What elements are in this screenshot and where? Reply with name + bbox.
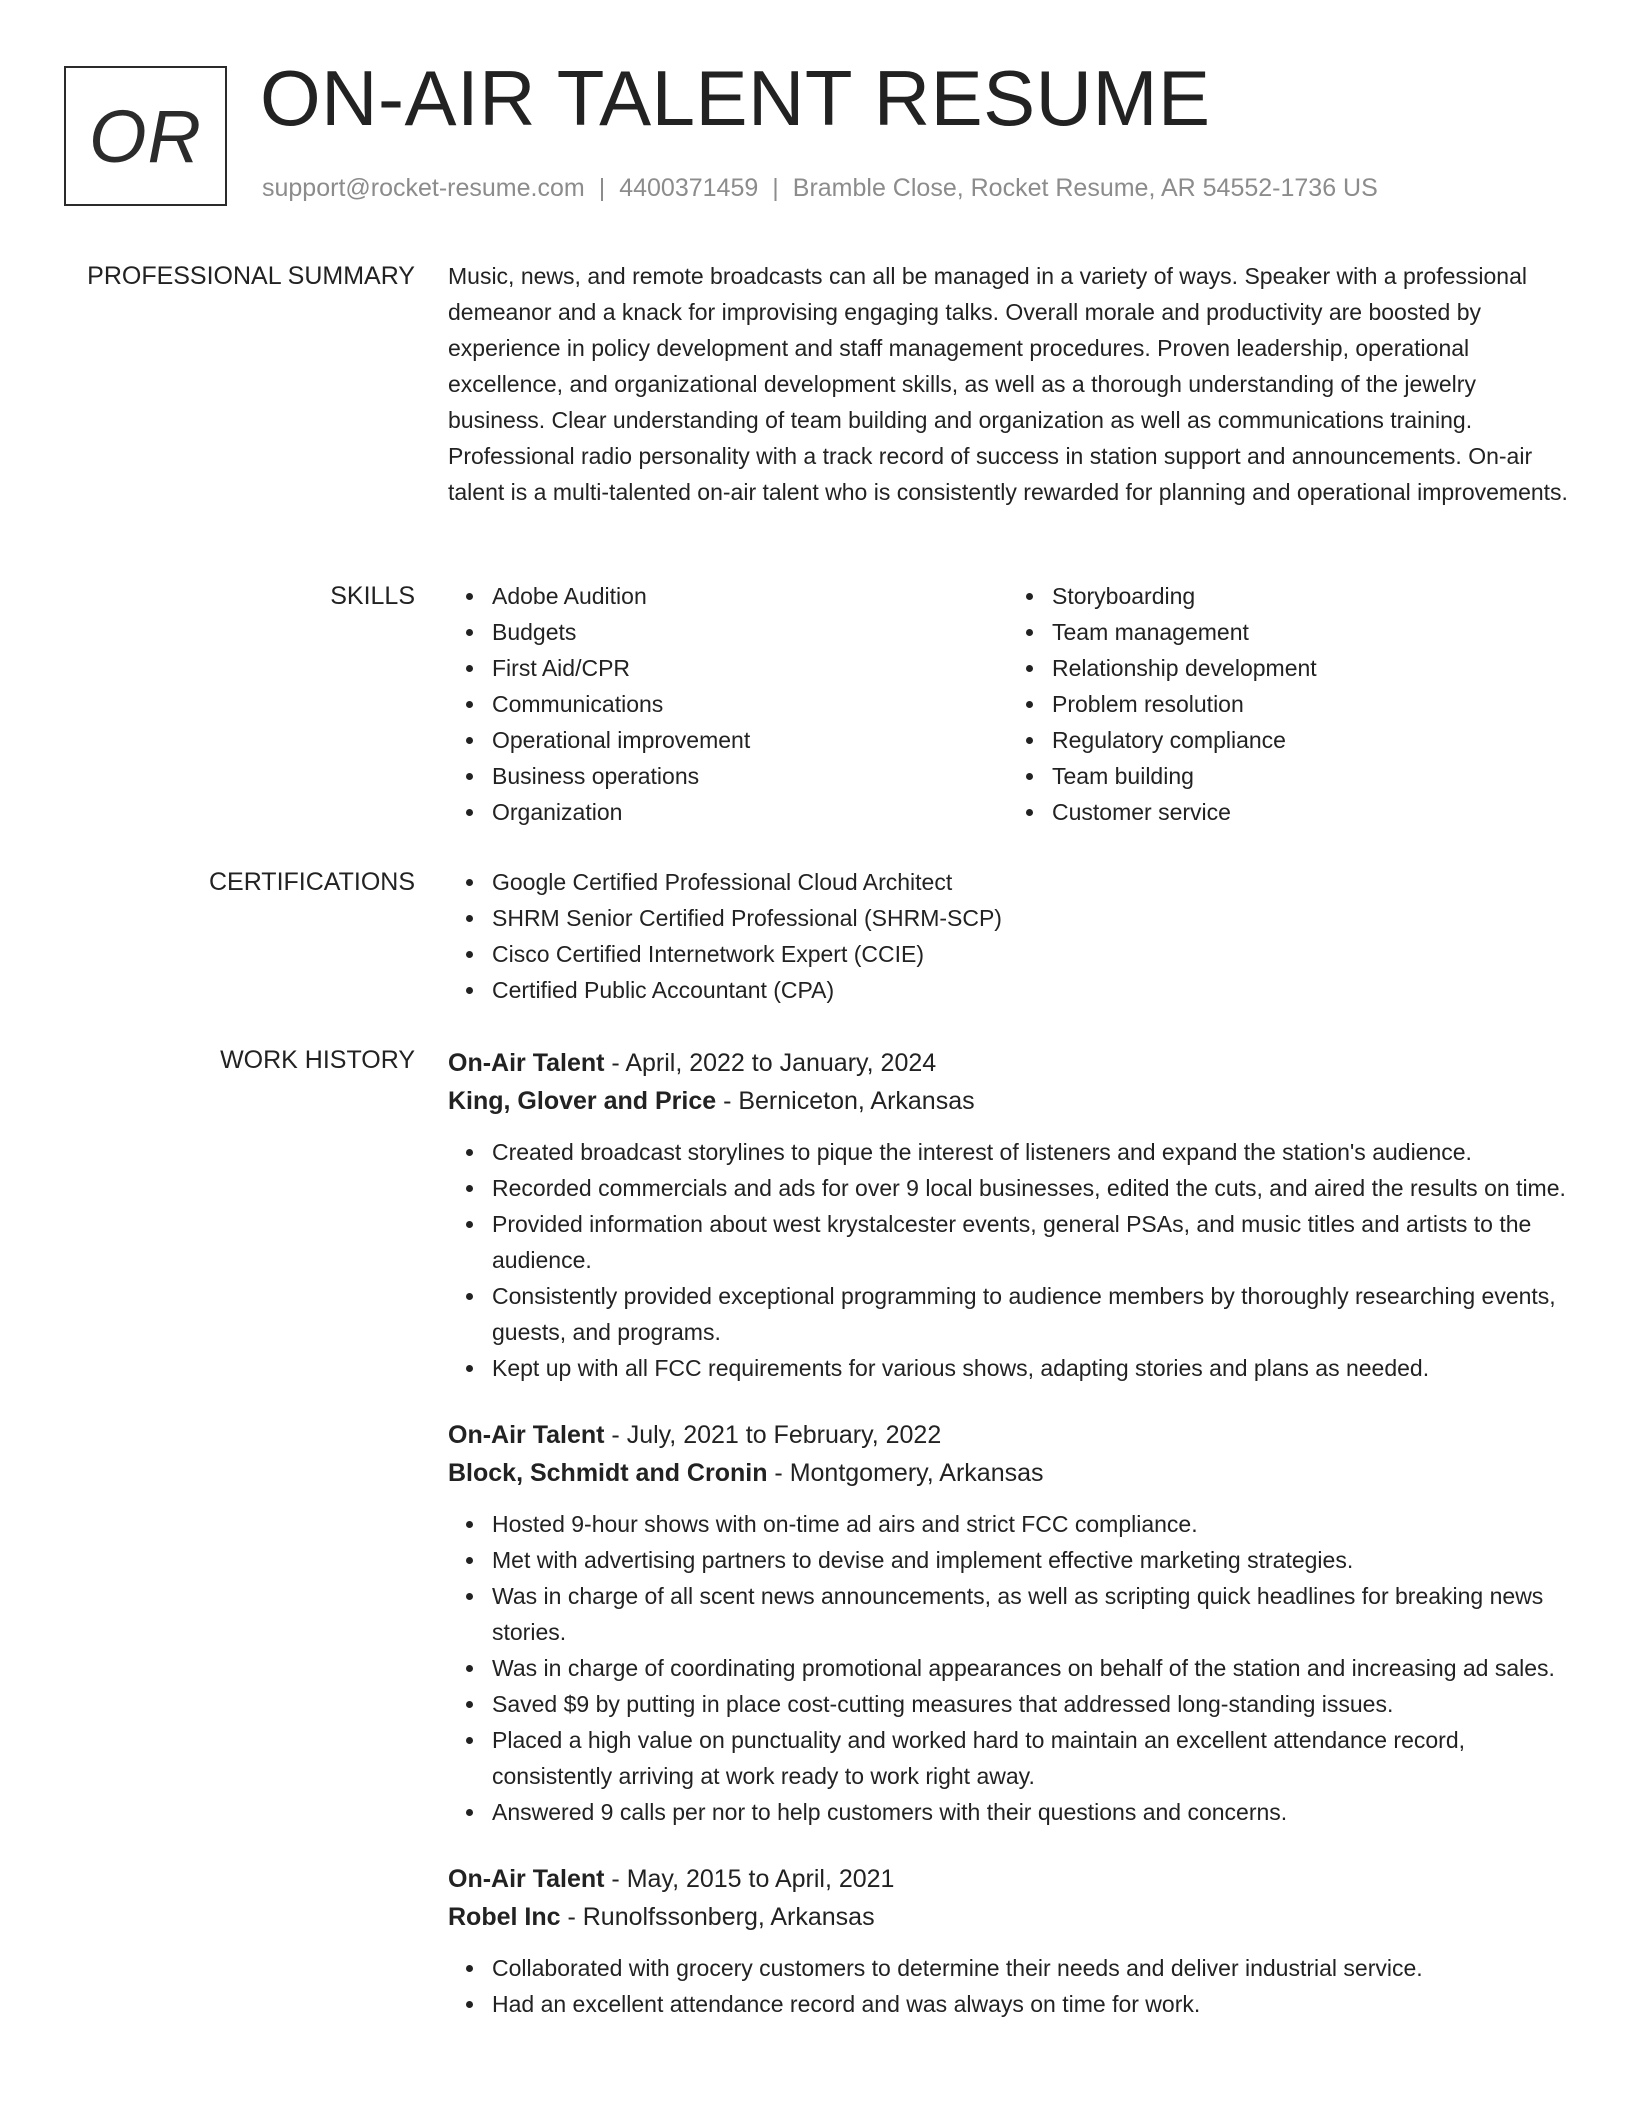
monogram-badge: OR <box>64 66 227 206</box>
job-title: On-Air Talent <box>448 1421 605 1449</box>
contact-line <box>262 174 1378 203</box>
list-item: Google Certified Professional Cloud Architect <box>492 864 1568 900</box>
job-company: Robel Inc <box>448 1903 561 1931</box>
skills-list-left <box>448 578 1008 830</box>
job-dates: - July, 2021 to February, 2022 <box>604 1421 942 1449</box>
certifications-body <box>448 864 1568 1008</box>
contact-separator: | <box>772 174 779 202</box>
job-title-line <box>448 1044 1568 1082</box>
list-item: Was in charge of coordinating promotional appearances on behalf of the station and increasing ad sales. <box>492 1650 1568 1686</box>
job-dates: - May, 2015 to April, 2021 <box>604 1865 895 1893</box>
job-title: On-Air Talent <box>448 1049 605 1077</box>
contact-email[interactable]: support@rocket-resume.com <box>262 174 585 202</box>
job-title-line <box>448 1860 1568 1898</box>
job-bullets <box>448 1950 1568 2022</box>
skills-columns <box>448 578 1568 830</box>
list-item: First Aid/CPR <box>492 650 1008 686</box>
work-history-jobs <box>448 1044 1568 2052</box>
job-entry <box>448 1044 1568 1386</box>
list-item: Storyboarding <box>1052 578 1568 614</box>
job-dates: - April, 2022 to January, 2024 <box>604 1049 937 1077</box>
contact-address: Bramble Close, Rocket Resume, AR 54552-1736 US <box>792 174 1378 202</box>
list-item: Consistently provided exceptional programming to audience members by thoroughly researching events, guests, and programs. <box>492 1278 1568 1350</box>
list-item: Problem resolution <box>1052 686 1568 722</box>
job-entry <box>448 1416 1568 1830</box>
job-company-line <box>448 1454 1568 1492</box>
list-item: Certified Public Accountant (CPA) <box>492 972 1568 1008</box>
list-item: Communications <box>492 686 1008 722</box>
certifications-heading: CERTIFICATIONS <box>208 868 415 896</box>
list-item: Customer service <box>1052 794 1568 830</box>
list-item: Placed a high value on punctuality and worked hard to maintain an excellent attendance record, consistently arriving at work ready to work right away. <box>492 1722 1568 1794</box>
job-location: - Montgomery, Arkansas <box>767 1459 1044 1487</box>
job-title: On-Air Talent <box>448 1865 605 1893</box>
contact-separator: | <box>598 174 606 202</box>
job-company-line <box>448 1082 1568 1120</box>
list-item: Regulatory compliance <box>1052 722 1568 758</box>
list-item: Adobe Audition <box>492 578 1008 614</box>
list-item: Hosted 9-hour shows with on-time ad airs and strict FCC compliance. <box>492 1506 1568 1542</box>
list-item: Team building <box>1052 758 1568 794</box>
list-item: Recorded commercials and ads for over 9 local businesses, edited the cuts, and aired the results on time. <box>492 1170 1568 1206</box>
list-item: Team management <box>1052 614 1568 650</box>
list-item: Kept up with all FCC requirements for various shows, adapting stories and plans as needed. <box>492 1350 1568 1386</box>
list-item: Answered 9 calls per nor to help customers with their questions and concerns. <box>492 1794 1568 1830</box>
skills-list-right <box>1008 578 1568 830</box>
list-item: Saved $9 by putting in place cost-cutting measures that addressed long-standing issues. <box>492 1686 1568 1722</box>
list-item: Relationship development <box>1052 650 1568 686</box>
job-title-line <box>448 1416 1568 1454</box>
job-company-line <box>448 1898 1568 1936</box>
summary-heading: PROFESSIONAL SUMMARY <box>87 262 415 290</box>
resume-title: ON-AIR TALENT RESUME <box>260 54 1211 142</box>
work-history-heading: WORK HISTORY <box>220 1046 415 1074</box>
list-item: Created broadcast storylines to pique the interest of listeners and expand the station's audience. <box>492 1134 1568 1170</box>
job-bullets <box>448 1506 1568 1830</box>
job-location: - Runolfssonberg, Arkansas <box>560 1903 875 1931</box>
skills-heading: SKILLS <box>330 582 415 610</box>
list-item: Met with advertising partners to devise and implement effective marketing strategies. <box>492 1542 1568 1578</box>
list-item: Budgets <box>492 614 1008 650</box>
list-item: Organization <box>492 794 1008 830</box>
job-company: Block, Schmidt and Cronin <box>448 1459 768 1487</box>
summary-text: Music, news, and remote broadcasts can all be managed in a variety of ways. Speaker with a professional demeanor and a knack for improvising engaging talks. Overall morale and productivity are boosted by experience in policy development and staff management procedures. Proven leadership, operational excellence, and organizational development skills, as well as a thorough understanding of the jewelry business. Clear understanding of team building and organization as well as communications training. Professional radio personality with a track record of success in station support and announcements. On-air talent is a multi-talented on-air talent who is consistently rewarded for planning and operational improvements. <box>448 263 1568 505</box>
contact-phone[interactable]: 4400371459 <box>619 174 759 202</box>
certifications-list <box>448 864 1568 1008</box>
list-item: SHRM Senior Certified Professional (SHRM-SCP) <box>492 900 1568 936</box>
job-entry <box>448 1860 1568 2022</box>
list-item: Was in charge of all scent news announcements, as well as scripting quick headlines for breaking news stories. <box>492 1578 1568 1650</box>
list-item: Business operations <box>492 758 1008 794</box>
job-location: - Berniceton, Arkansas <box>716 1087 975 1115</box>
job-bullets <box>448 1134 1568 1386</box>
list-item: Provided information about west krystalcester events, general PSAs, and music titles and artists to the audience. <box>492 1206 1568 1278</box>
list-item: Had an excellent attendance record and was always on time for work. <box>492 1986 1568 2022</box>
list-item: Operational improvement <box>492 722 1008 758</box>
list-item: Cisco Certified Internetwork Expert (CCIE) <box>492 936 1568 972</box>
job-company: King, Glover and Price <box>448 1087 717 1115</box>
list-item: Collaborated with grocery customers to determine their needs and deliver industrial service. <box>492 1950 1568 1986</box>
